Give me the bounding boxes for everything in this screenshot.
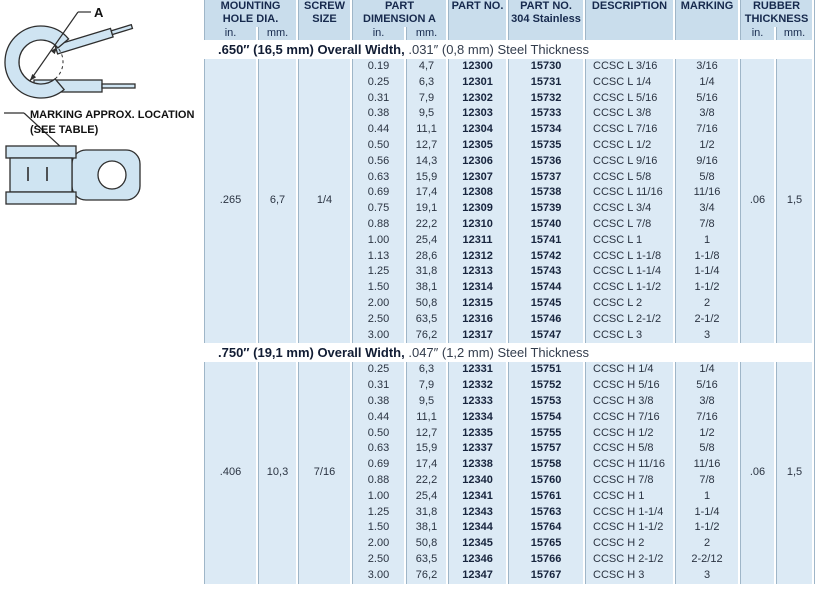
cell-part-no: 12304: [448, 122, 506, 138]
unit-label-in: in.: [204, 27, 256, 40]
cell-dim-mm: 7,9: [406, 378, 446, 394]
cell-dim-in: 0.88: [352, 217, 404, 233]
cell-description: CCSC H 1-1/2: [585, 520, 673, 536]
col-header-rubber-thickness: [740, 0, 812, 27]
cell-description: CCSC L 3/8: [585, 106, 673, 122]
cell-part-no-ss: 15734: [508, 122, 583, 138]
unit-label-mm: mm.: [406, 27, 446, 40]
cell-dim-in: 0.25: [352, 362, 404, 378]
cell-marking: 3/8: [675, 394, 738, 410]
cell-dim-in: 1.25: [352, 505, 404, 521]
cell-dim-in: 2.50: [352, 312, 404, 328]
cell-marking: 3/16: [675, 59, 738, 75]
clamp-front-diagram: [5, 22, 135, 98]
cell-part-no-ss: 15761: [508, 489, 583, 505]
cell-dim-in: 3.00: [352, 328, 404, 344]
cell-marking: 1/2: [675, 138, 738, 154]
cell-marking: 3/8: [675, 106, 738, 122]
cell-dim-mm: 38,1: [406, 280, 446, 296]
col-header-mounting-hole-dia: [204, 0, 296, 27]
cell-dim-mm: 19,1: [406, 201, 446, 217]
cell-dim-in: 0.44: [352, 410, 404, 426]
cell-description: CCSC L 11/16: [585, 185, 673, 201]
header-text: SIZE: [312, 13, 337, 25]
cell-dim-mm: 12,7: [406, 138, 446, 154]
cell-dim-mm: 9,5: [406, 106, 446, 122]
cell-description: CCSC L 1: [585, 233, 673, 249]
cell-dim-mm: 50,8: [406, 536, 446, 552]
cell-dim-mm: 31,8: [406, 264, 446, 280]
cell-mount-hole-mm: 6,7: [258, 59, 296, 343]
cell-dim-in: 0.25: [352, 75, 404, 91]
cell-marking: 5/16: [675, 91, 738, 107]
cell-part-no: 12334: [448, 410, 506, 426]
cell-part-no-ss: 15742: [508, 249, 583, 265]
parts-table-wrap: [202, 0, 815, 584]
cell-dim-mm: 25,4: [406, 489, 446, 505]
section-title-bold: .650″ (16,5 mm) Overall Width,: [218, 42, 405, 57]
cell-part-no-ss: 15743: [508, 264, 583, 280]
cell-description: CCSC H 1: [585, 489, 673, 505]
cell-part-no: 12346: [448, 552, 506, 568]
cell-dim-in: 0.38: [352, 106, 404, 122]
cell-part-no-ss: 15747: [508, 328, 583, 344]
cell-marking: 11/16: [675, 457, 738, 473]
cell-part-no-ss: 15752: [508, 378, 583, 394]
cell-dim-mm: 14,3: [406, 154, 446, 170]
section-title: [204, 40, 812, 59]
cell-marking: 1-1/8: [675, 249, 738, 265]
cell-dim-in: 0.50: [352, 426, 404, 442]
cell-description: CCSC H 3: [585, 568, 673, 584]
cell-part-no-ss: 15738: [508, 185, 583, 201]
cell-part-no-ss: 15736: [508, 154, 583, 170]
cell-part-no-ss: 15764: [508, 520, 583, 536]
cell-description: CCSC L 5/8: [585, 170, 673, 186]
cell-dim-mm: 6,3: [406, 362, 446, 378]
cell-marking: 1: [675, 233, 738, 249]
cell-dim-mm: 11,1: [406, 122, 446, 138]
cell-part-no: 12332: [448, 378, 506, 394]
cell-marking: 2: [675, 536, 738, 552]
cell-description: CCSC H 7/16: [585, 410, 673, 426]
cell-marking: 3: [675, 568, 738, 584]
cell-part-no: 12311: [448, 233, 506, 249]
section-title-row: [204, 343, 812, 362]
cell-part-no: 12343: [448, 505, 506, 521]
cell-dim-mm: 11,1: [406, 410, 446, 426]
cell-dim-in: 0.31: [352, 91, 404, 107]
cell-dim-in: 0.38: [352, 394, 404, 410]
cell-dim-mm: 15,9: [406, 170, 446, 186]
cell-screw-size: 1/4: [298, 59, 350, 343]
cell-dim-mm: 25,4: [406, 233, 446, 249]
cell-dim-in: 0.88: [352, 473, 404, 489]
cell-marking: 5/16: [675, 378, 738, 394]
cell-description: CCSC L 3: [585, 328, 673, 344]
cell-part-no: 12315: [448, 296, 506, 312]
cell-description: CCSC H 5/8: [585, 441, 673, 457]
cell-rubber-in: .06: [740, 362, 774, 583]
cell-part-no-ss: 15731: [508, 75, 583, 91]
cell-description: CCSC H 1/4: [585, 362, 673, 378]
cell-part-no: 12314: [448, 280, 506, 296]
cell-dim-in: 0.69: [352, 457, 404, 473]
cell-part-no: 12341: [448, 489, 506, 505]
cell-part-no-ss: 15739: [508, 201, 583, 217]
parts-table: [202, 0, 814, 584]
cell-dim-mm: 28,6: [406, 249, 446, 265]
section-title: [204, 343, 812, 362]
cell-description: CCSC H 2-1/2: [585, 552, 673, 568]
cell-marking: 1/4: [675, 362, 738, 378]
cell-marking: 1-1/2: [675, 520, 738, 536]
cell-screw-size: 7/16: [298, 362, 350, 583]
cell-part-no-ss: 15746: [508, 312, 583, 328]
cell-part-no-ss: 15758: [508, 457, 583, 473]
cell-dim-in: 1.50: [352, 520, 404, 536]
cell-dim-mm: 63,5: [406, 312, 446, 328]
cell-part-no: 12307: [448, 170, 506, 186]
header-text: DESCRIPTION: [591, 0, 668, 12]
cell-description: CCSC H 3/8: [585, 394, 673, 410]
col-header-part-no: [448, 0, 506, 40]
cell-dim-in: 2.00: [352, 296, 404, 312]
marking-note-line1: MARKING APPROX. LOCATION: [30, 109, 195, 121]
diagram-panel: [0, 0, 202, 594]
section-title-rest: .031″ (0,8 mm) Steel Thickness: [404, 42, 590, 57]
cell-part-no-ss: 15763: [508, 505, 583, 521]
cell-part-no: 12302: [448, 91, 506, 107]
cell-part-no: 12333: [448, 394, 506, 410]
cell-marking: 1/2: [675, 426, 738, 442]
cell-marking: 11/16: [675, 185, 738, 201]
cell-description: CCSC H 1/2: [585, 426, 673, 442]
cell-part-no-ss: 15753: [508, 394, 583, 410]
cell-dim-mm: 15,9: [406, 441, 446, 457]
cell-part-no-ss: 15732: [508, 91, 583, 107]
cell-part-no: 12305: [448, 138, 506, 154]
cell-part-no-ss: 15735: [508, 138, 583, 154]
clamp-diagrams: [0, 0, 202, 240]
cell-description: CCSC H 11/16: [585, 457, 673, 473]
cell-description: CCSC L 2: [585, 296, 673, 312]
cell-part-no: 12306: [448, 154, 506, 170]
header-text: PART: [384, 0, 415, 12]
cell-part-no: 12300: [448, 59, 506, 75]
cell-dim-mm: 6,3: [406, 75, 446, 91]
cell-marking: 7/8: [675, 217, 738, 233]
header-text: DIMENSION A: [363, 13, 436, 25]
cell-dim-mm: 76,2: [406, 328, 446, 344]
cell-dim-mm: 22,2: [406, 217, 446, 233]
cell-marking: 2: [675, 296, 738, 312]
dimension-a-label: A: [94, 5, 104, 20]
cell-dim-in: 1.50: [352, 280, 404, 296]
col-header-marking: [675, 0, 738, 40]
cell-description: CCSC L 9/16: [585, 154, 673, 170]
unit-label-in: in.: [352, 27, 404, 40]
clamp-bottom-flange: [6, 192, 76, 204]
cell-description: CCSC L 2-1/2: [585, 312, 673, 328]
cell-marking: 1-1/4: [675, 505, 738, 521]
unit-label-mm: mm.: [776, 27, 812, 40]
cell-part-no-ss: 15757: [508, 441, 583, 457]
cell-marking: 1/4: [675, 75, 738, 91]
cell-part-no-ss: 15760: [508, 473, 583, 489]
cell-part-no: 12317: [448, 328, 506, 344]
cell-marking: 1-1/4: [675, 264, 738, 280]
table-row: [204, 59, 812, 75]
cell-part-no: 12301: [448, 75, 506, 91]
cell-marking: 9/16: [675, 154, 738, 170]
cell-part-no: 12347: [448, 568, 506, 584]
cell-description: CCSC L 1-1/8: [585, 249, 673, 265]
clamp-band: [10, 158, 72, 192]
cell-part-no-ss: 15767: [508, 568, 583, 584]
cell-dim-in: 1.13: [352, 249, 404, 265]
cell-description: CCSC L 7/8: [585, 217, 673, 233]
cell-description: CCSC L 3/16: [585, 59, 673, 75]
header-text: MOUNTING: [220, 0, 281, 12]
marking-note-line2: (SEE TABLE): [30, 124, 99, 136]
cell-part-no-ss: 15733: [508, 106, 583, 122]
cell-rubber-mm: 1,5: [776, 59, 812, 343]
cell-part-no: 12335: [448, 426, 506, 442]
cell-marking: 3/4: [675, 201, 738, 217]
cell-dim-in: 0.63: [352, 170, 404, 186]
cell-dim-mm: 63,5: [406, 552, 446, 568]
cell-dim-in: 3.00: [352, 568, 404, 584]
cell-dim-in: 2.00: [352, 536, 404, 552]
cell-part-no: 12310: [448, 217, 506, 233]
cell-part-no: 12345: [448, 536, 506, 552]
cell-dim-in: 0.63: [352, 441, 404, 457]
cell-rubber-in: .06: [740, 59, 774, 343]
header-text: THICKNESS: [744, 13, 809, 25]
section-title-rest: .047″ (1,2 mm) Steel Thickness: [404, 345, 590, 361]
col-header-part-dimension-a: [352, 0, 446, 27]
cell-description: CCSC L 1-1/4: [585, 264, 673, 280]
cell-dim-in: 0.75: [352, 201, 404, 217]
cell-description: CCSC L 1/2: [585, 138, 673, 154]
cell-dim-mm: 31,8: [406, 505, 446, 521]
clamp-lower-strap-tail: [102, 84, 135, 88]
cell-dim-in: 0.69: [352, 185, 404, 201]
cell-marking: 1-1/2: [675, 280, 738, 296]
cell-part-no-ss: 15766: [508, 552, 583, 568]
cell-description: CCSC H 7/8: [585, 473, 673, 489]
section-title-bold: .750″ (19,1 mm) Overall Width,: [218, 345, 405, 361]
cell-marking: 1: [675, 489, 738, 505]
header-text: HOLE DIA.: [222, 13, 279, 25]
cell-marking: 7/16: [675, 122, 738, 138]
cell-description: CCSC L 7/16: [585, 122, 673, 138]
cell-part-no: 12331: [448, 362, 506, 378]
cell-part-no-ss: 15765: [508, 536, 583, 552]
cell-dim-in: 0.50: [352, 138, 404, 154]
cell-marking: 5/8: [675, 441, 738, 457]
col-header-part-no-stainless: [508, 0, 583, 40]
section-title-row: [204, 40, 812, 59]
cell-part-no: 12312: [448, 249, 506, 265]
cell-dim-in: 1.00: [352, 489, 404, 505]
unit-label-in: in.: [740, 27, 774, 40]
cell-part-no: 12303: [448, 106, 506, 122]
cell-part-no: 12313: [448, 264, 506, 280]
cell-description: CCSC L 5/16: [585, 91, 673, 107]
cell-dim-mm: 17,4: [406, 185, 446, 201]
mounting-hole: [98, 161, 126, 189]
cell-dim-in: 0.44: [352, 122, 404, 138]
cell-dim-mm: 76,2: [406, 568, 446, 584]
cell-dim-mm: 9,5: [406, 394, 446, 410]
cell-part-no-ss: 15737: [508, 170, 583, 186]
cell-part-no: 12316: [448, 312, 506, 328]
cell-part-no: 12337: [448, 441, 506, 457]
cell-mount-hole-mm: 10,3: [258, 362, 296, 583]
cell-dim-mm: 50,8: [406, 296, 446, 312]
cell-part-no: 12344: [448, 520, 506, 536]
cell-description: CCSC H 1-1/4: [585, 505, 673, 521]
cell-rubber-mm: 1,5: [776, 362, 812, 583]
cell-marking: 3: [675, 328, 738, 344]
cell-description: CCSC L 3/4: [585, 201, 673, 217]
cell-part-no: 12308: [448, 185, 506, 201]
cell-dim-in: 0.31: [352, 378, 404, 394]
cell-part-no-ss: 15744: [508, 280, 583, 296]
header-text: RUBBER: [752, 0, 801, 12]
cell-dim-mm: 12,7: [406, 426, 446, 442]
cell-mount-hole-in: .406: [204, 362, 256, 583]
col-header-screw-size: [298, 0, 350, 40]
col-header-description: [585, 0, 673, 40]
header-text: SCREW: [304, 0, 345, 12]
header-row: [204, 0, 812, 27]
cell-description: CCSC L 1-1/2: [585, 280, 673, 296]
cell-dim-in: 1.00: [352, 233, 404, 249]
cell-part-no: 12338: [448, 457, 506, 473]
clamp-ring: [5, 26, 69, 98]
clamp-side-diagram: [6, 146, 140, 204]
cell-part-no-ss: 15730: [508, 59, 583, 75]
cell-dim-mm: 4,7: [406, 59, 446, 75]
cell-dim-mm: 17,4: [406, 457, 446, 473]
cell-part-no-ss: 15741: [508, 233, 583, 249]
cell-description: CCSC H 5/16: [585, 378, 673, 394]
cell-marking: 2-2/12: [675, 552, 738, 568]
header-text: MARKING: [680, 0, 734, 12]
cell-dim-in: 1.25: [352, 264, 404, 280]
header-text: 304 Stainless: [511, 13, 581, 25]
cell-dim-mm: 7,9: [406, 91, 446, 107]
cell-marking: 7/16: [675, 410, 738, 426]
cell-dim-mm: 38,1: [406, 520, 446, 536]
cell-dim-in: 2.50: [352, 552, 404, 568]
unit-label-mm: mm.: [258, 27, 296, 40]
cell-part-no: 12340: [448, 473, 506, 489]
cell-part-no-ss: 15755: [508, 426, 583, 442]
cell-mount-hole-in: .265: [204, 59, 256, 343]
cell-marking: 2-1/2: [675, 312, 738, 328]
cell-part-no-ss: 15745: [508, 296, 583, 312]
cell-marking: 5/8: [675, 170, 738, 186]
cell-part-no-ss: 15740: [508, 217, 583, 233]
cell-part-no-ss: 15751: [508, 362, 583, 378]
cell-part-no-ss: 15754: [508, 410, 583, 426]
clamp-top-flange: [6, 146, 76, 158]
header-text: PART NO.: [451, 0, 504, 12]
header-text: PART NO.: [520, 0, 572, 12]
cell-description: CCSC H 2: [585, 536, 673, 552]
table-row: [204, 362, 812, 378]
cell-dim-in: 0.56: [352, 154, 404, 170]
cell-dim-in: 0.19: [352, 59, 404, 75]
cell-dim-mm: 22,2: [406, 473, 446, 489]
clamp-upper-strap-tail: [111, 25, 132, 35]
cell-marking: 7/8: [675, 473, 738, 489]
cell-part-no: 12309: [448, 201, 506, 217]
cell-description: CCSC L 1/4: [585, 75, 673, 91]
